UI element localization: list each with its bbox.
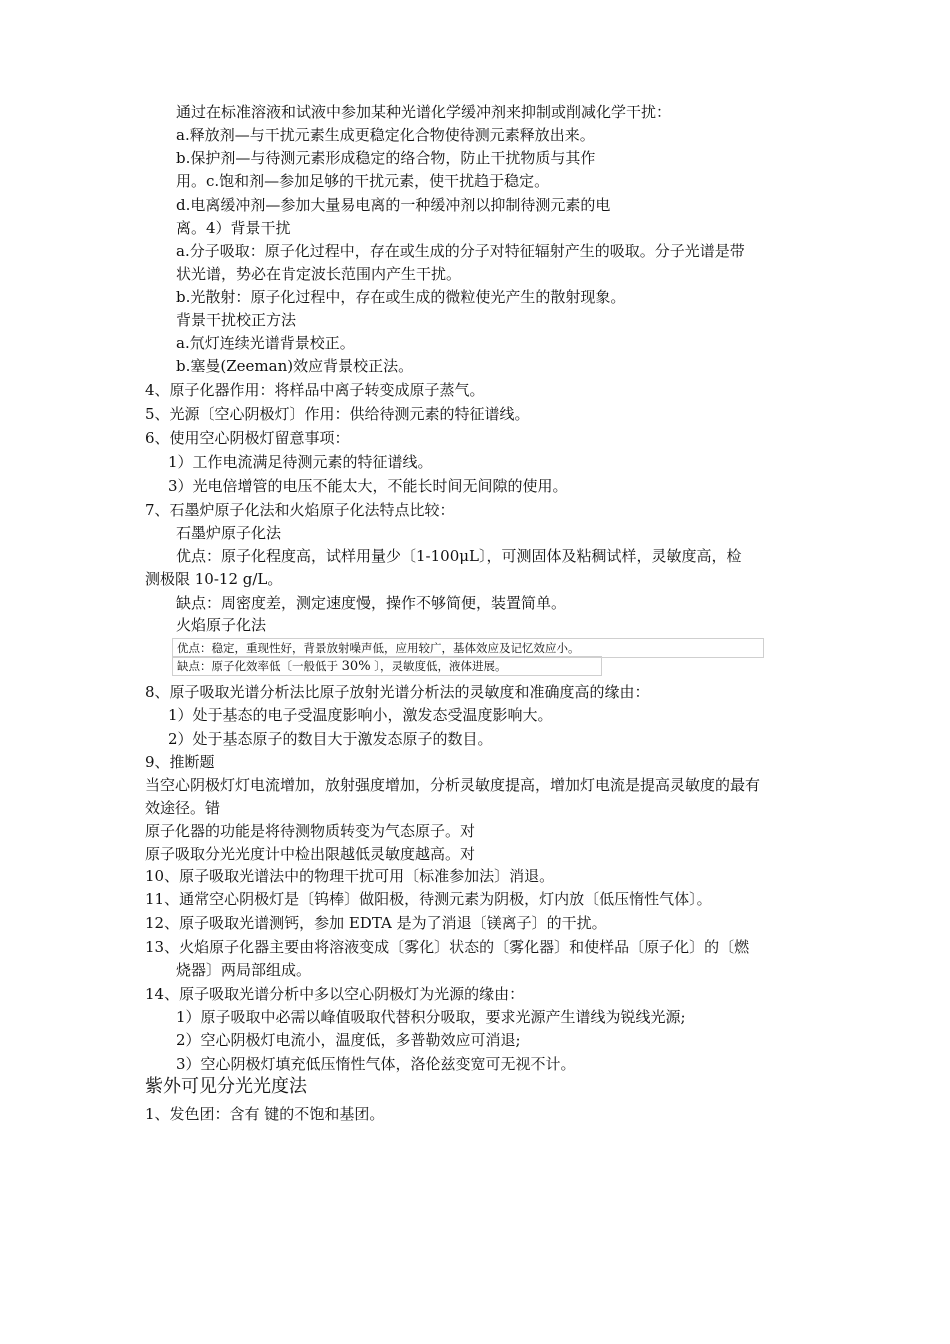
text-line: 13、火焰原子化器主要由将溶液变成〔雾化〕状态的〔雾化器〕和使样品〔原子化〕的〔燃 — [145, 938, 750, 956]
text-line: 通过在标准溶液和试液中参加某种光谱化学缓冲剂来抑制或削减化学干扰： — [176, 103, 672, 121]
flame-cons-suffix: 〕，灵敏度低，液体进展。 — [374, 659, 507, 673]
text-line: 状光谱，势必在肯定波长范围内产生干扰。 — [176, 265, 462, 283]
text-line: 原子吸取分光光度计中检出限越低灵敏度越高。对 — [145, 845, 476, 863]
text-line: 2）空心阴极灯电流小，温度低，多普勒效应可消退; — [176, 1031, 521, 1049]
text-line: 效途径。错 — [145, 799, 221, 817]
text-line: a.氘灯连续光谱背景校正。 — [176, 334, 355, 352]
text-line: b.光散射：原子化过程中，存在或生成的微粒使光产生的散射现象。 — [176, 288, 626, 306]
flame-cons-prefix: 缺点：原子化效率低〔一般低于 — [177, 659, 338, 673]
text-line: 原子化器的功能是将待测物质转变为气态原子。对 — [145, 822, 476, 840]
text-line: 9、推断题 — [145, 753, 215, 771]
text-line: 石墨炉原子化法 — [176, 524, 282, 542]
section-heading: 紫外可见分光光度法 — [145, 1076, 307, 1097]
text-line: 11、通常空心阴极灯是〔钨棒〕做阳极，待测元素为阴极，灯内放〔低压惰性气体〕。 — [145, 890, 712, 908]
text-line: 5、光源〔空心阴极灯〕作用：供给待测元素的特征谱线。 — [145, 405, 530, 423]
text-line: 6、使用空心阴极灯留意事项： — [145, 429, 350, 447]
flame-cons-box — [172, 656, 602, 676]
text-line: 7、石墨炉原子化法和火焰原子化法特点比较： — [145, 501, 455, 519]
text-line: 8、原子吸取光谱分析法比原子放射光谱分析法的灵敏度和准确度高的缘由： — [145, 683, 650, 701]
text-line: 3）光电倍增管的电压不能太大，不能长时间无间隙的使用。 — [168, 477, 568, 495]
text-line: 1）工作电流满足待测元素的特征谱线。 — [168, 453, 433, 471]
text-line: 离。4）背景干扰 — [176, 219, 291, 237]
text-line: a.分子吸取：原子化过程中，存在或生成的分子对特征辐射产生的吸取。分子光谱是带 — [176, 242, 745, 260]
text-line: 缺点：周密度差，测定速度慢，操作不够简便，装置简单。 — [176, 594, 567, 612]
text-line: 1）原子吸取中必需以峰值吸取代替积分吸取，要求光源产生谱线为锐线光源; — [176, 1008, 686, 1026]
text-line: 用。c.饱和剂—参加足够的干扰元素，使干扰趋于稳定。 — [176, 172, 550, 190]
text-line: 2）处于基态原子的数目大于激发态原子的数目。 — [168, 730, 493, 748]
text-line: 火焰原子化法 — [176, 616, 267, 634]
text-line: 测极限 10-12 g/L。 — [145, 570, 283, 588]
text-line: 烧器〕两局部组成。 — [176, 961, 312, 979]
flame-pros-box — [172, 638, 764, 658]
text-line: b.保护剂—与待测元素形成稳定的络合物，防止干扰物质与其作 — [176, 149, 596, 167]
flame-cons-percent: 30% — [341, 659, 371, 674]
text-line: 4、原子化器作用：将样品中离子转变成原子蒸气。 — [145, 381, 485, 399]
text-line: d.电离缓冲剂—参加大量易电离的一种缓冲剂以抑制待测元素的电 — [176, 196, 611, 214]
text-line: 1）处于基态的电子受温度影响小，激发态受温度影响大。 — [168, 706, 553, 724]
text-line: 优点：原子化程度高，试样用量少〔1-100μL〕，可测固体及粘稠试样，灵敏度高，检 — [176, 547, 742, 565]
text-line: 10、原子吸取光谱法中的物理干扰可用〔标准参加法〕消退。 — [145, 867, 555, 885]
text-line: 3）空心阴极灯填充低压惰性气体，洛伦兹变宽可无视不计。 — [176, 1055, 576, 1073]
text-line: 背景干扰校正方法 — [176, 311, 297, 329]
text-line: 14、原子吸取光谱分析中多以空心阴极灯为光源的缘由： — [145, 985, 525, 1003]
text-line: 1、发色团：含有 键的不饱和基团。 — [145, 1105, 385, 1123]
flame-pros-text: 优点：稳定，重现性好，背景放射噪声低，应用较广，基体效应及记忆效应小。 — [177, 641, 580, 655]
text-line: 当空心阴极灯灯电流增加，放射强度增加，分析灵敏度提高，增加灯电流是提高灵敏度的最有 — [145, 776, 761, 794]
text-line: b.塞曼(Zeeman)效应背景校正法。 — [176, 357, 414, 375]
text-line: a.释放剂—与干扰元素生成更稳定化合物使待测元素释放出来。 — [176, 126, 595, 144]
text-line: 12、原子吸取光谱测钙，参加 EDTA 是为了消退〔镁离子〕的干扰。 — [145, 914, 607, 932]
